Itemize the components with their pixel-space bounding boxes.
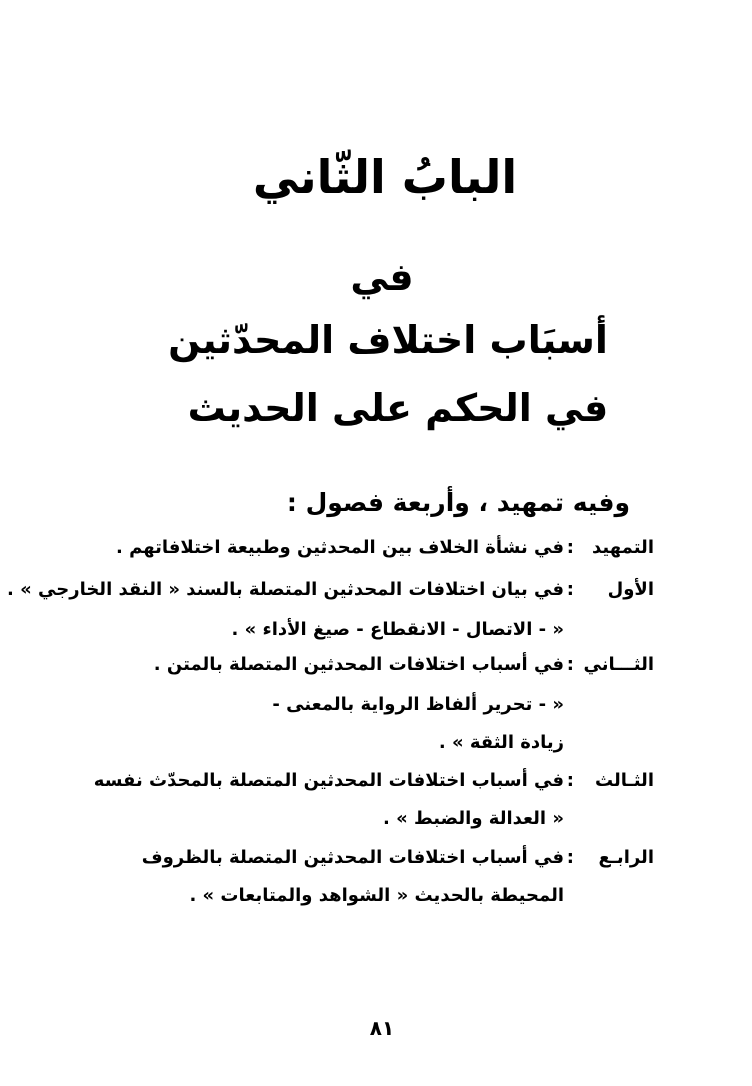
- chapter-subtitle-line-2: في الحكم على الحديث: [187, 386, 609, 430]
- toc-entry-label: الأول: [607, 579, 654, 600]
- toc-entry-label: الرابـع: [598, 847, 654, 868]
- toc-entry-text: في أسباب اختلافات المحدثين المتصلة بالمتن .: [153, 654, 564, 675]
- toc-entry-label: التمهيد: [592, 537, 654, 558]
- toc-entry-colon: :: [566, 537, 574, 558]
- toc-entry-colon: :: [566, 770, 574, 791]
- toc-entry-text: في أسباب اختلافات المحدثين المتصلة بالظروف: [141, 847, 564, 868]
- chapter-preposition: في: [350, 255, 414, 299]
- toc-entry-text: في بيان اختلافات المحدثين المتصلة بالسند « النقد الخارجي » .: [7, 579, 564, 600]
- toc-entry-text-continued: « - الاتصال - الانقطاع - صيغ الأداء » .: [231, 619, 564, 640]
- contents-intro: وفيه تمهيد ، وأربعة فصول :: [286, 488, 630, 517]
- page-number: ٨١: [369, 1016, 395, 1040]
- toc-entry-text-continued: « - تحرير ألفاظ الرواية بالمعنى -: [272, 694, 564, 715]
- toc-entry-text-continued: المحيطة بالحديث « الشواهد والمتابعات » .: [189, 885, 564, 906]
- toc-entry-colon: :: [566, 847, 574, 868]
- chapter-title: البابُ الثّاني: [252, 150, 518, 204]
- toc-entry-colon: :: [566, 654, 574, 675]
- toc-entry-colon: :: [566, 579, 574, 600]
- toc-entry-text-continued: « العدالة والضبط » .: [383, 808, 564, 829]
- toc-entry-text: في نشأة الخلاف بين المحدثين وطبيعة اختلافاتهم .: [116, 537, 564, 558]
- chapter-subtitle-line-1: أسبَاب اختلاف المحدّثين: [168, 318, 608, 362]
- toc-entry-label: الثـالث: [594, 770, 654, 791]
- toc-entry-text: في أسباب اختلافات المحدثين المتصلة بالمحدّث نفسه: [93, 770, 564, 791]
- toc-entry-label: الثـــاني: [583, 654, 654, 675]
- toc-entry-text-continued: زيادة الثقة » .: [438, 732, 564, 753]
